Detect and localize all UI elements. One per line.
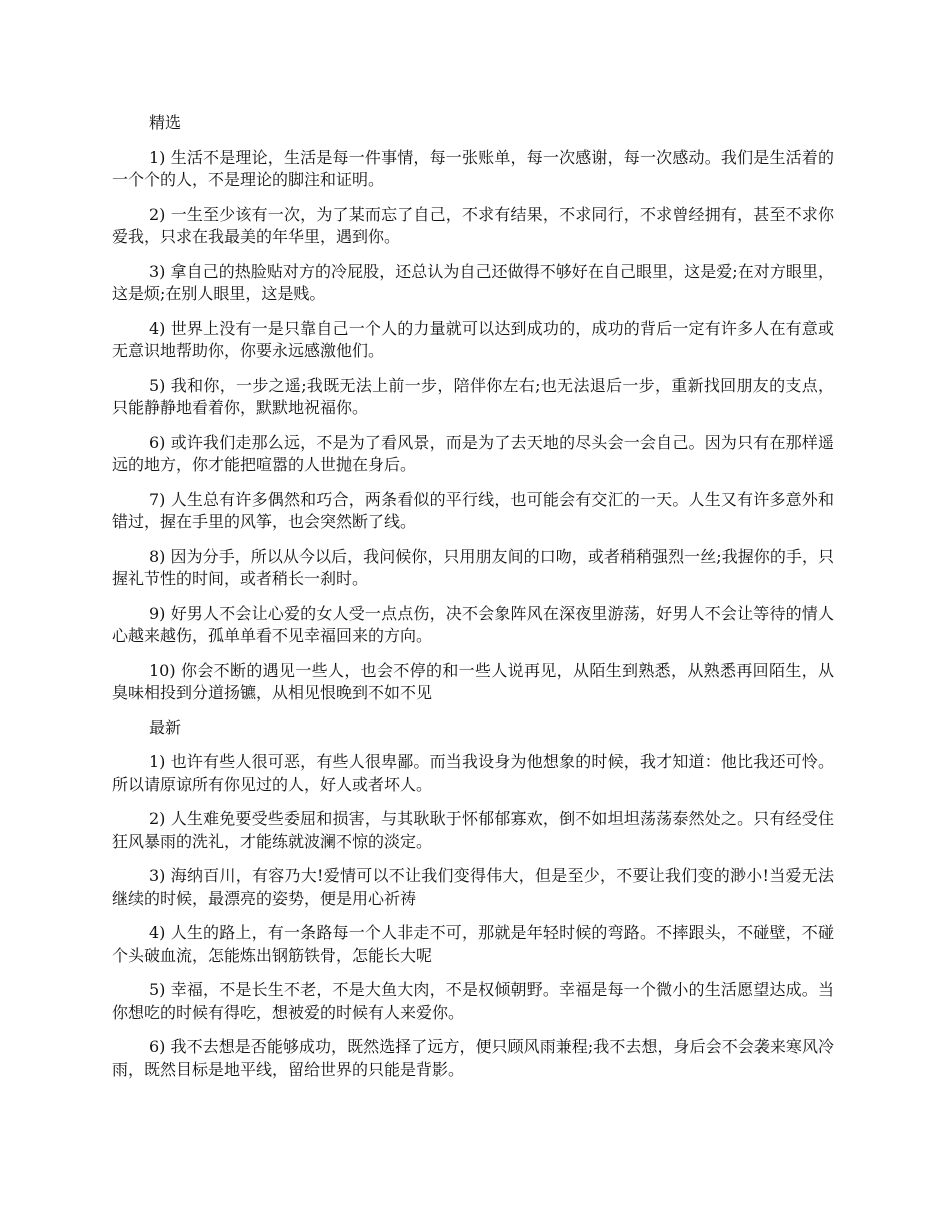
- section-latest: [112, 717, 834, 1082]
- paragraph: 5) 我和你，一步之遥;我既无法上前一步，陪伴你左右;也无法退后一步，重新找回朋友的支点，只能静静地看着你，默默地祝福你。: [112, 375, 834, 417]
- paragraph: 1) 也许有些人很可恶，有些人很卑鄙。而当我设身为他想象的时候，我才知道：他比我还可怜。所以请原谅所有你见过的人，好人或者坏人。: [112, 752, 834, 794]
- paragraph: 3) 拿自己的热脸贴对方的冷屁股，还总认为自己还做得不够好在自己眼里，这是爱;在对方眼里，这是烦;在别人眼里，这是贱。: [112, 261, 834, 303]
- paragraph: 7) 人生总有许多偶然和巧合，两条看似的平行线，也可能会有交汇的一天。人生又有许多意外和错过，握在手里的风筝，也会突然断了线。: [112, 489, 834, 531]
- paragraph: 4) 世界上没有一是只靠自己一个人的力量就可以达到成功的，成功的背后一定有许多人在有意或无意识地帮助你，你要永远感激他们。: [112, 318, 834, 360]
- paragraph: 8) 因为分手，所以从今以后，我问候你，只用朋友间的口吻，或者稍稍强烈一丝;我握你的手，只握礼节性的时间，或者稍长一刹时。: [112, 546, 834, 588]
- paragraph: 2) 一生至少该有一次，为了某而忘了自己，不求有结果，不求同行，不求曾经拥有，甚至不求你爱我，只求在我最美的年华里，遇到你。: [112, 204, 834, 246]
- section-title: 精选: [149, 113, 182, 132]
- paragraph: 3) 海纳百川，有容乃大!爱情可以不让我们变得伟大，但是至少，不要让我们变的渺小!当爱无法继续的时候，最漂亮的姿势，便是用心祈祷: [112, 866, 834, 908]
- paragraph: 1) 生活不是理论，生活是每一件事情，每一张账单，每一次感谢，每一次感动。我们是生活着的一个个的人，不是理论的脚注和证明。: [112, 147, 834, 189]
- paragraph: 10) 你会不断的遇见一些人，也会不停的和一些人说再见，从陌生到熟悉，从熟悉再回陌生，从臭味相投到分道扬镳，从相见恨晚到不如不见: [112, 660, 834, 702]
- paragraph: 9) 好男人不会让心爱的女人受一点点伤，决不会象阵风在深夜里游荡，好男人不会让等待的情人心越来越伤，孤单单看不见幸福回来的方向。: [112, 603, 834, 645]
- paragraph: 6) 或许我们走那么远，不是为了看风景，而是为了去天地的尽头会一会自己。因为只有在那样遥远的地方，你才能把喧嚣的人世抛在身后。: [112, 432, 834, 474]
- section-title: 最新: [149, 717, 182, 737]
- paragraph: 4) 人生的路上，有一条路每一个人非走不可，那就是年轻时候的弯路。不摔跟头，不碰壁，不碰个头破血流，怎能炼出钢筋铁骨，怎能长大呢: [112, 923, 834, 965]
- paragraph: 2) 人生难免要受些委屈和损害，与其耿耿于怀郁郁寡欢，倒不如坦坦荡荡泰然处之。只有经受住狂风暴雨的洗礼，才能练就波澜不惊的淡定。: [112, 809, 834, 851]
- section-featured: [112, 112, 834, 705]
- paragraph: 5) 幸福，不是长生不老，不是大鱼大肉，不是权倾朝野。幸福是每一个微小的生活愿望达成。当你想吃的时候有得吃，想被爱的时候有人来爱你。: [112, 980, 834, 1022]
- paragraph: 6) 我不去想是否能够成功，既然选择了远方，便只顾风雨兼程;我不去想，身后会不会袭来寒风冷雨，既然目标是地平线，留给世界的只能是背影。: [112, 1037, 834, 1079]
- document-page: [112, 112, 834, 1093]
